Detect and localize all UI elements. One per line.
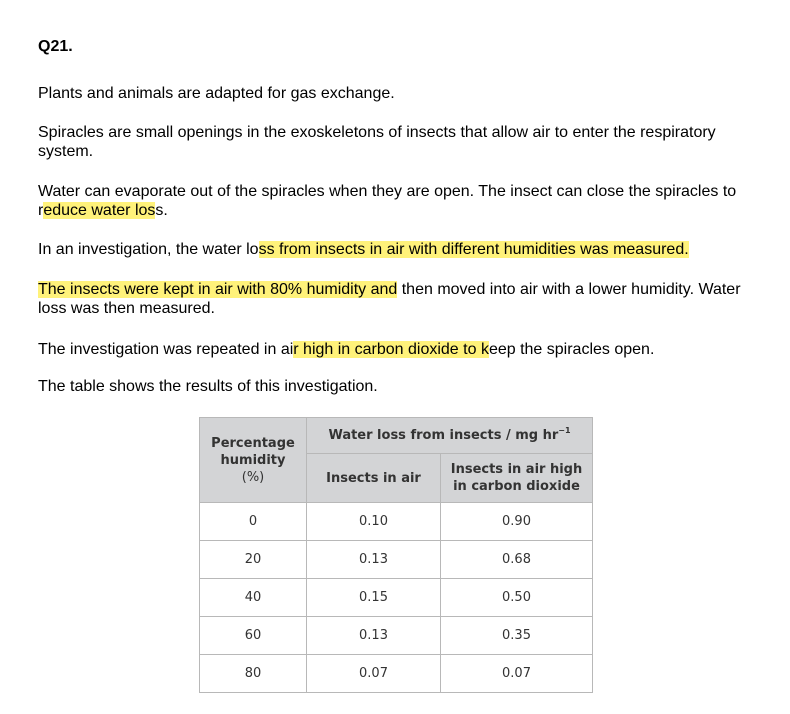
header-text: Percentage bbox=[211, 435, 295, 451]
cell-insects-co2: 0.35 bbox=[441, 617, 593, 655]
text-segment: In an investigation, the water lo bbox=[38, 241, 259, 258]
cell-insects-air: 0.13 bbox=[307, 617, 441, 655]
highlighted-text: The insects were kept in air with 80% humidity and bbox=[38, 281, 398, 298]
text-segment: eep the spiracles open. bbox=[488, 341, 655, 358]
table-row bbox=[200, 503, 593, 541]
header-insects-high-co2 bbox=[441, 454, 593, 503]
results-table bbox=[199, 417, 593, 693]
paragraph-repeat bbox=[38, 340, 758, 359]
header-text: Insects in air high bbox=[450, 462, 583, 477]
text-segment: s. bbox=[155, 202, 168, 219]
text-segment: Spiracles are small openings in the exoskeletons of insects that allow air to enter the respiratory system. bbox=[38, 124, 716, 160]
unit-superscript: −1 bbox=[558, 426, 571, 435]
cell-insects-co2: 0.68 bbox=[441, 541, 593, 579]
highlighted-text: educe water los bbox=[43, 202, 156, 219]
header-text: (%) bbox=[241, 469, 265, 485]
text-segment: The table shows the results of this investigation. bbox=[38, 378, 378, 395]
table-header-row bbox=[200, 418, 593, 454]
paragraph-investigation bbox=[38, 240, 758, 259]
text-segment: then moved into air with a lower humidity. Water loss was then measured. bbox=[38, 281, 741, 317]
cell-humidity: 60 bbox=[200, 617, 307, 655]
highlighted-text: r high in carbon dioxide to k bbox=[293, 341, 489, 358]
cell-insects-air: 0.13 bbox=[307, 541, 441, 579]
text-segment: The investigation was repeated in ai bbox=[38, 341, 294, 358]
table-row bbox=[200, 617, 593, 655]
cell-humidity: 20 bbox=[200, 541, 307, 579]
cell-humidity: 40 bbox=[200, 579, 307, 617]
cell-insects-co2: 0.90 bbox=[441, 503, 593, 541]
header-text: in carbon dioxide bbox=[453, 479, 580, 494]
table-row bbox=[200, 541, 593, 579]
paragraph-spiracles bbox=[38, 123, 758, 161]
paragraph-intro bbox=[38, 84, 758, 103]
table-row bbox=[200, 655, 593, 693]
cell-insects-air: 0.07 bbox=[307, 655, 441, 693]
header-text: Water loss from insects / mg hr bbox=[328, 428, 559, 443]
paragraph-method bbox=[38, 280, 758, 318]
cell-insects-co2: 0.07 bbox=[441, 655, 593, 693]
header-text: humidity bbox=[220, 452, 286, 468]
text-segment: Plants and animals are adapted for gas exchange. bbox=[38, 85, 395, 102]
paragraph-table-intro bbox=[38, 377, 758, 396]
table-row bbox=[200, 579, 593, 617]
cell-insects-air: 0.10 bbox=[307, 503, 441, 541]
cell-humidity: 0 bbox=[200, 503, 307, 541]
cell-insects-co2: 0.50 bbox=[441, 579, 593, 617]
paragraph-evaporation bbox=[38, 182, 758, 220]
header-insects-in-air: Insects in air bbox=[307, 454, 441, 503]
highlighted-text: ss from insects in air with different humidities was measured. bbox=[258, 241, 689, 258]
header-percentage-humidity bbox=[200, 418, 307, 503]
question-number: Q21. bbox=[38, 38, 73, 55]
cell-insects-air: 0.15 bbox=[307, 579, 441, 617]
header-water-loss bbox=[307, 418, 593, 454]
text-segment: Water can evaporate out of the spiracles when they are open. The insect can close the spiracles to r bbox=[38, 183, 737, 219]
cell-humidity: 80 bbox=[200, 655, 307, 693]
